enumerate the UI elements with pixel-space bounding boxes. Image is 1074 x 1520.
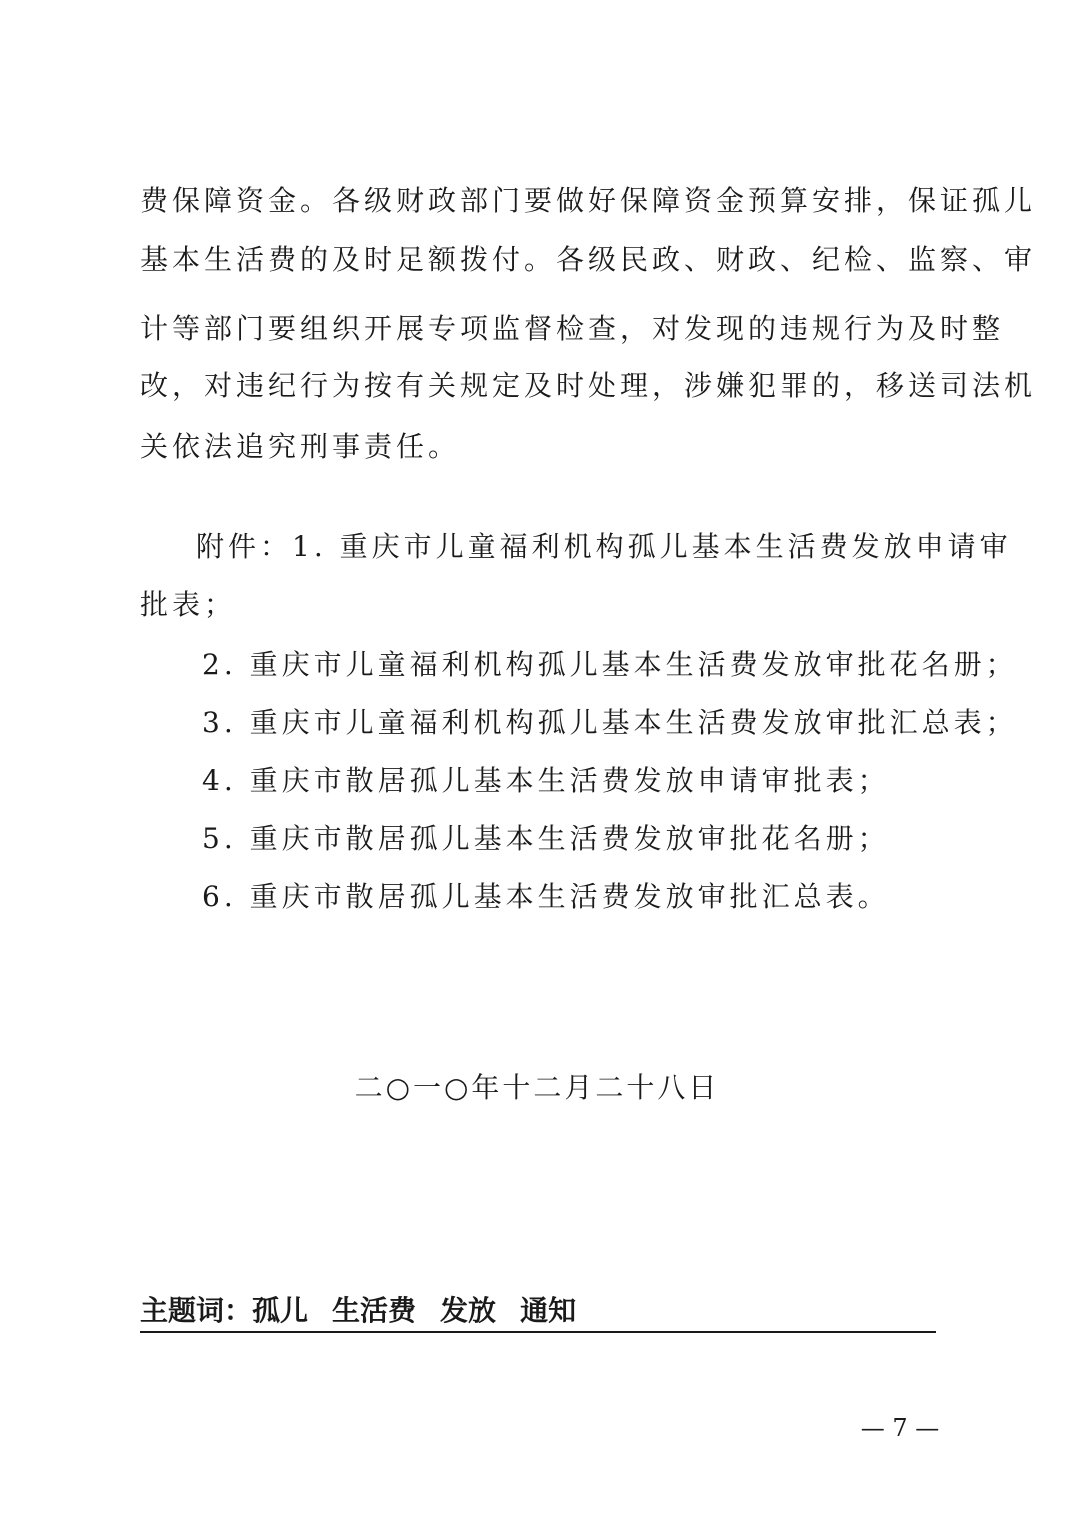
attachment-item-3: 3. 重庆市儿童福利机构孤儿基本生活费发放审批汇总表； xyxy=(202,706,1018,739)
paragraph-line-2: 基本生活费的及时足额拨付。各级民政、财政、纪检、监察、审 xyxy=(140,243,1037,276)
page-number: — 7 — xyxy=(860,1414,940,1442)
attachment-item-4: 4. 重庆市散居孤儿基本生活费发放申请审批表； xyxy=(202,764,890,797)
attachment-item-2: 2. 重庆市儿童福利机构孤儿基本生活费发放审批花名册； xyxy=(202,648,1018,681)
attachment-item-1-continuation: 批表； xyxy=(140,588,237,621)
paragraph-line-4: 改，对违纪行为按有关规定及时处理，涉嫌犯罪的，移送司法机 xyxy=(140,369,1037,402)
attachment-item-6: 6. 重庆市散居孤儿基本生活费发放审批汇总表。 xyxy=(202,880,890,913)
document-date: 二○一○年十二月二十八日 xyxy=(354,1071,720,1104)
keywords-divider xyxy=(140,1331,936,1333)
keyword-item: 生活费 xyxy=(332,1294,417,1327)
paragraph-line-1: 费保障资金。各级财政部门要做好保障资金预算安排，保证孤儿 xyxy=(140,184,1037,217)
keywords-label: 主题词： xyxy=(140,1294,253,1327)
keyword-item: 发放 xyxy=(440,1294,497,1327)
attachment-item-1: 附件：1. 重庆市儿童福利机构孤儿基本生活费发放申请审 xyxy=(196,530,1012,563)
attachment-item-5: 5. 重庆市散居孤儿基本生活费发放审批花名册； xyxy=(202,822,890,855)
keyword-item: 孤儿 xyxy=(252,1294,309,1327)
keyword-item: 通知 xyxy=(520,1294,577,1327)
subject-keywords xyxy=(140,1293,600,1329)
paragraph-line-5: 关依法追究刑事责任。 xyxy=(140,430,461,463)
paragraph-line-3: 计等部门要组织开展专项监督检查，对发现的违规行为及时整 xyxy=(140,312,1005,345)
